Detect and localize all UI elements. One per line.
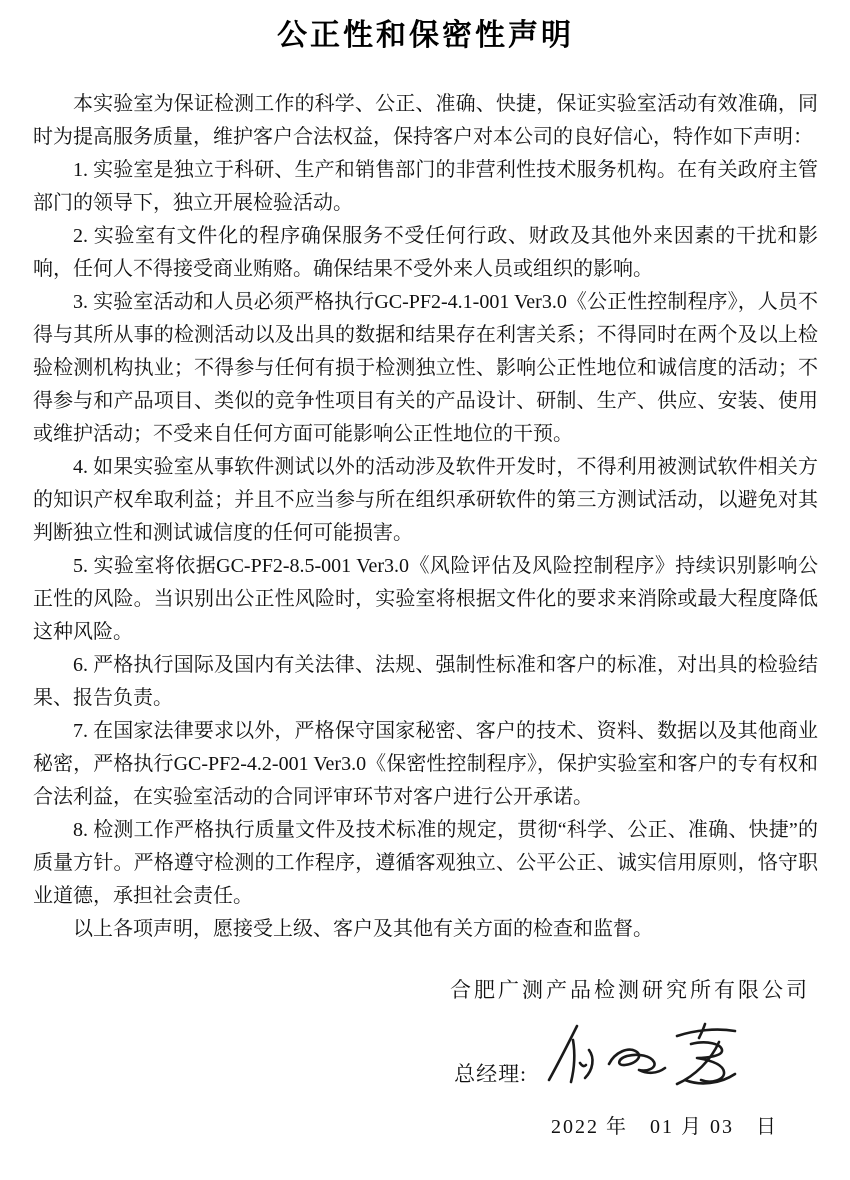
signer-row [33,1016,818,1094]
company-name: 合肥广测产品检测研究所有限公司 [450,978,810,1002]
statement-item-7: 7. 在国家法律要求以外，严格保守国家秘密、客户的技术、资料、数据以及其他商业秘密，严格执行GC-PF2-4.2-001 Ver3.0《保密性控制程序》，保护实验室和客户的专有权和合法利益，在实验室活动的合同评审环节对客户进行公开承诺。 [33,720,818,808]
intro-paragraph: 本实验室为保证检测工作的科学、公正、准确、快捷，保证实验室活动有效准确，同时为提高服务质量，维护客户合法权益，保持客户对本公司的良好信心，特作如下声明： [33,93,818,148]
statement-item-3: 3. 实验室活动和人员必须严格执行GC-PF2-4.1-001 Ver3.0《公正性控制程序》，人员不得与其所从事的检测活动以及出具的数据和结果存在利害关系；不得同时在两个及以上检验检测机构执业；不得参与任何有损于检测独立性、影响公正性地位和诚信度的活动；不得参与和产品项目、类似的竞争性项目有关的产品设计、研制、生产、供应、安装、使用或维护活动；不受来自任何方面可能影响公正性地位的干预。 [33,291,818,445]
statement-item-8: 8. 检测工作严格执行质量文件及技术标准的规定，贯彻“科学、公正、准确、快捷”的质量方针。严格遵守检测的工作程序，遵循客观独立、公平公正、诚实信用原则，恪守职业道德，承担社会责任。 [33,819,818,907]
statement-item-4: 4. 如果实验室从事软件测试以外的活动涉及软件开发时，不得利用被测试软件相关方的知识产权牟取利益；并且不应当参与所在组织承研软件的第三方测试活动，以避免对其判断独立性和测试诚信度的任何可能损害。 [33,456,818,544]
closing-paragraph: 以上各项声明，愿接受上级、客户及其他有关方面的检查和监督。 [73,918,653,940]
signature-date: 2022 年 01 月 03 日 [551,1116,778,1138]
statement-item-1: 1. 实验室是独立于科研、生产和销售部门的非营利性技术服务机构。在有关政府主管部门的领导下，独立开展检验活动。 [33,159,818,214]
statement-item-6: 6. 严格执行国际及国内有关法律、法规、强制性标准和客户的标准，对出具的检验结果、报告负责。 [33,654,818,709]
signer-title-label: 总经理: [454,1062,527,1086]
document-title: 公正性和保密性声明 [277,19,574,52]
statement-item-5: 5. 实验室将依据GC-PF2-8.5-001 Ver3.0《风险评估及风险控制程序》持续识别影响公正性的风险。当识别出公正性风险时，实验室将根据文件化的要求来消除或最大程度降低这种风险。 [33,555,818,643]
signature-handwriting-icon [535,1018,740,1092]
document-body [33,88,818,946]
statement-item-2: 2. 实验室有文件化的程序确保服务不受任何行政、财政及其他外来因素的干扰和影响，任何人不得接受商业贿赂。确保结果不受外来人员或组织的影响。 [33,225,818,280]
